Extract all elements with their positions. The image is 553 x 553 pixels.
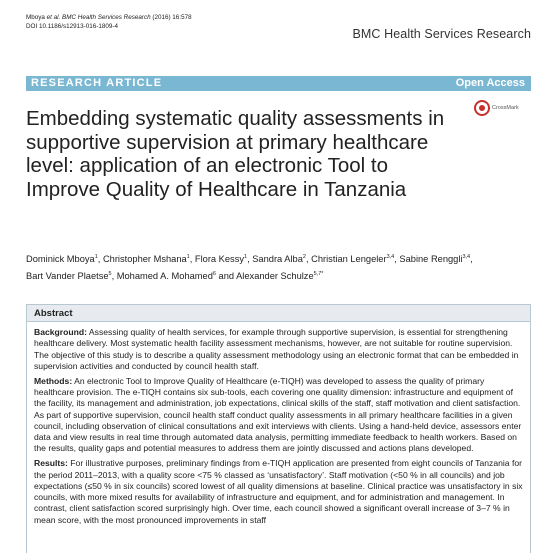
author-name[interactable]: Alexander Schulze bbox=[236, 271, 314, 281]
author-affiliation: 1 bbox=[186, 254, 190, 260]
abstract-section-text: For illustrative purposes, preliminary findings from e-TIQH application are presented from eight councils of Tanzania for the period 2011–2013, with a quality score <75 % classed as ‘unsatisfactory’. Staff motivation (<50 % in all councils) and job expectations (≤50 % in six councils) scored lowest of all quality dimensions at baseline. Clinical practice was unsatisfactory in six councils, with more mixed results for availability of infrastructure and equipment, and for administration and management. In contrast, client satisfaction scored surprisingly high. Over time, each council showed a significant overall increase of 3–7 % in mean score, with the most pronounced improvements in staff bbox=[34, 458, 523, 525]
author-name[interactable]: Sandra Alba bbox=[252, 254, 303, 264]
author-affiliation: 2 bbox=[302, 254, 306, 260]
doi: DOI 10.1186/s12913-016-1809-4 bbox=[26, 23, 118, 30]
abstract-box bbox=[26, 304, 531, 553]
author-separator: , bbox=[305, 254, 312, 264]
abstract-section bbox=[34, 376, 526, 455]
journal-name: BMC Health Services Research bbox=[352, 27, 531, 41]
abstract-section-text: Assessing quality of health services, for example through supportive supervision, is essential for strengthening healthcare delivery. Most systematic health facility assessment mechanisms, however, are not suitable for routine supervision. The objective of this study is to describe a quality assessment methodology using an electronic format that can be embedded in supervision activities and conducted by council health staff. bbox=[34, 327, 519, 371]
author-name[interactable]: Bart Vander Plaetse bbox=[26, 271, 109, 281]
citation bbox=[26, 13, 192, 31]
author-separator: , bbox=[247, 254, 253, 264]
author-affiliation: 5,7* bbox=[313, 271, 324, 277]
author-affiliation: 1 bbox=[244, 254, 248, 260]
author-separator: , bbox=[189, 254, 195, 264]
article-title: Embedding systematic quality assessments in supportive supervision at primary healthcare level: application of an electronic Tool to Improve Quality of Healthcare in Tanzania bbox=[26, 107, 445, 201]
author-name[interactable]: Christian Lengeler bbox=[311, 254, 387, 264]
crossmark-label: CrossMark bbox=[492, 105, 519, 111]
abstract-header bbox=[27, 305, 530, 322]
page-header bbox=[26, 13, 531, 49]
crossmark-icon bbox=[474, 100, 490, 116]
citation-authors: Mboya bbox=[26, 14, 47, 21]
author-affiliation: 3,4 bbox=[386, 254, 395, 260]
author-name[interactable]: Christopher Mshana bbox=[102, 254, 187, 264]
author-affiliation: 3,4 bbox=[462, 254, 471, 260]
abstract-section-label: Background: bbox=[34, 327, 87, 337]
author-separator: and bbox=[215, 271, 237, 281]
author-separator: , bbox=[111, 271, 117, 281]
author-affiliation: 5 bbox=[108, 271, 112, 277]
citation-journal: et al. BMC Health Services Research bbox=[46, 14, 151, 21]
author-separator: , bbox=[394, 254, 400, 264]
abstract-section bbox=[34, 458, 526, 526]
author-name[interactable]: Mohamed A. Mohamed bbox=[116, 271, 213, 281]
abstract-section-label: Results: bbox=[34, 458, 68, 469]
citation-volume: (2016) 16:578 bbox=[150, 14, 192, 21]
crossmark-badge[interactable] bbox=[470, 100, 528, 122]
open-access-label: Open Access bbox=[455, 77, 525, 89]
abstract-section-text: An electronic Tool to Improve Quality of Healthcare (e-TIQH) was developed to assess the quality of primary healthcare provision. The e-TIQH contains six sub-tools, each covering one quality dimension: infrastructure and equipment of the facility, its management and administration, job expectations, clinical skills of the staff, staff motivation and client satisfaction. As part of supportive supervision, council health staff conduct quality assessments in all primary healthcare facilities in a given council, including observation of clinical consultations and exit interviews with clients. Using a hand-held device, assessors enter data and view results in real time through automated data analysis, permitting immediate feedback to health workers. Based on the results, quality gaps and potential measures to address them are jointly discussed and actions plans developed. bbox=[34, 375, 522, 454]
abstract-body bbox=[34, 327, 526, 530]
author-affiliation: 1 bbox=[94, 254, 98, 260]
abstract-heading: Abstract bbox=[34, 308, 73, 319]
author-affiliation: 6 bbox=[212, 271, 216, 277]
author-list bbox=[26, 250, 531, 284]
abstract-section bbox=[34, 327, 526, 372]
article-type-banner bbox=[26, 76, 531, 91]
author-separator: , bbox=[97, 254, 103, 264]
article-type-label: RESEARCH ARTICLE bbox=[31, 77, 163, 89]
author-name[interactable]: Flora Kessy bbox=[194, 254, 244, 264]
abstract-section-label: Methods: bbox=[34, 375, 73, 386]
author-name[interactable]: Sabine Renggli bbox=[399, 254, 463, 264]
author-name[interactable]: Dominick Mboya bbox=[26, 254, 95, 264]
author-separator: , bbox=[470, 254, 473, 264]
